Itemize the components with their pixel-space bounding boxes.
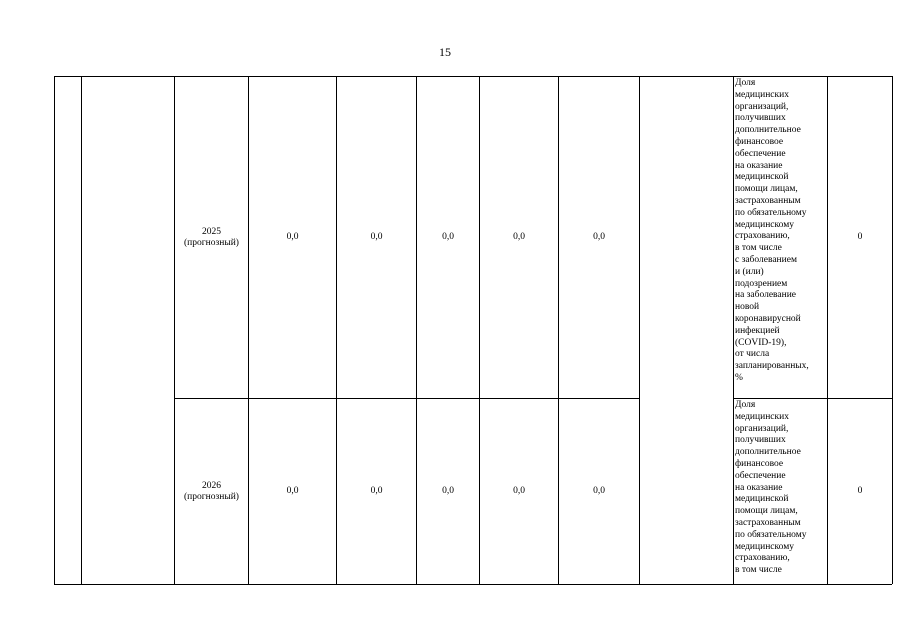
indicator-text: Доля медицинских организаций, получивших дополнительное финансовое обеспечение на оказание медицинской помощи лицам, застрахованным по обязательному медицинскому страхованию, в том числе с заболеванием и (или) подозрением на заболевание новой коронавирусной инфекцией (COVID-19), от числа запланированных, % xyxy=(735,78,809,383)
value-cell: 0,0 xyxy=(370,486,383,496)
col-border xyxy=(892,76,893,584)
indicator-value: 0 xyxy=(857,232,863,242)
value-cell: 0,0 xyxy=(593,232,605,242)
col-border xyxy=(54,76,55,584)
value-cell: 0,0 xyxy=(286,486,299,496)
table-bottom-border xyxy=(54,584,892,585)
year-cell: 2026 (прогнозный) xyxy=(184,480,239,502)
value-cell: 0,0 xyxy=(513,232,525,242)
col-border xyxy=(81,76,82,584)
indicator-text: Доля медицинских организаций, получивших дополнительное финансовое обеспечение на оказание медицинской помощи лицам, застрахованным по обязательному медицинскому страхованию, в том числе xyxy=(735,400,807,576)
col-border xyxy=(733,76,734,584)
page-number: 15 xyxy=(439,45,451,59)
value-cell: 0,0 xyxy=(593,486,605,496)
year-cell: 2025 (прогнозный) xyxy=(184,226,239,248)
value-cell: 0,0 xyxy=(442,232,454,242)
indicator-value: 0 xyxy=(857,486,863,496)
value-cell: 0,0 xyxy=(370,232,383,242)
value-cell: 0,0 xyxy=(513,486,525,496)
value-cell: 0,0 xyxy=(442,486,454,496)
col-border xyxy=(639,76,640,584)
value-cell: 0,0 xyxy=(286,232,299,242)
